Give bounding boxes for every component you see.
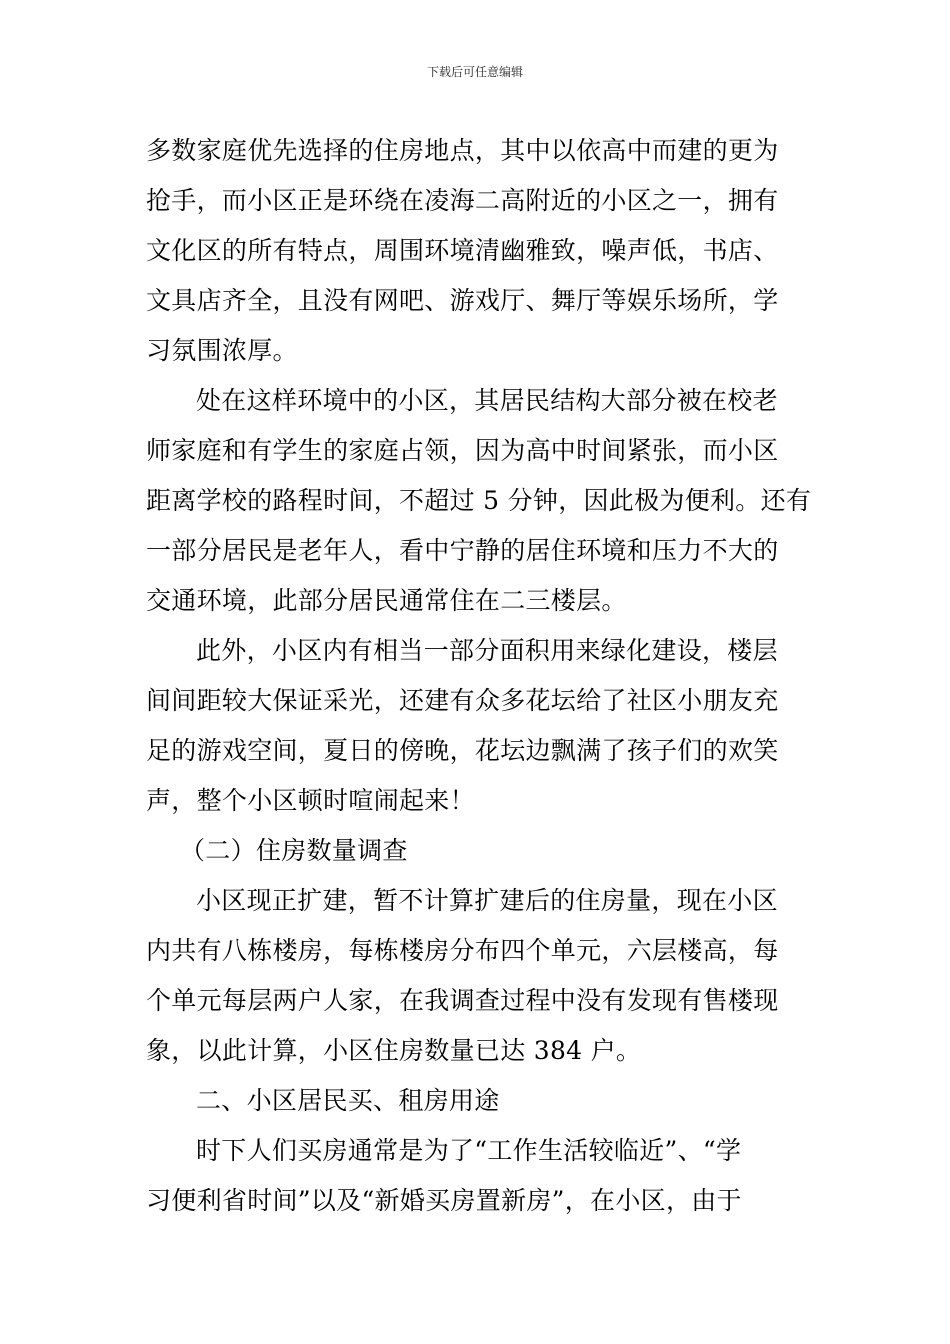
paragraph-line: 时下人们买房通常是为了“工作生活较临近”、“学 [196, 1136, 742, 1165]
paragraph-line: 多数家庭优先选择的住房地点，其中以依高中而建的更为 [146, 136, 779, 165]
paragraph-line: 处在这样环境中的小区，其居民结构大部分被在校老 [196, 386, 778, 415]
paragraph-line: 象，以此计算，小区住房数量已达 384 户。 [146, 1036, 642, 1065]
section-heading: 二、小区居民买、租房用途 [196, 1086, 500, 1115]
paragraph-line: 此外，小区内有相当一部分面积用来绿化建设，楼层 [196, 636, 778, 665]
page-header: 下载后可任意编辑 [426, 65, 523, 79]
paragraph-line: 足的游戏空间，夏日的傍晚，花坛边飘满了孩子们的欢笑 [146, 736, 779, 765]
paragraph-line: 内共有八栋楼房，每栋楼房分布四个单元，六层楼高，每 [146, 936, 779, 965]
paragraph-line: 文化区的所有特点，周围环境清幽雅致，噪声低，书店、 [146, 236, 779, 265]
paragraph-line: 一部分居民是老年人，看中宁静的居住环境和压力不大的 [146, 536, 779, 565]
paragraph-line: 师家庭和有学生的家庭占领，因为高中时间紧张，而小区 [146, 436, 779, 465]
paragraph-line: 个单元每层两户人家，在我调查过程中没有发现有售楼现 [146, 986, 779, 1015]
paragraph-line: 间间距较大保证采光，还建有众多花坛给了社区小朋友充 [146, 686, 779, 715]
section-heading: （二）住房数量调查 [180, 836, 408, 865]
paragraph-line: 小区现正扩建，暂不计算扩建后的住房量，现在小区 [196, 886, 778, 915]
paragraph-line: 交通环境，此部分居民通常住在二三楼层。 [146, 586, 627, 615]
paragraph-line: 距离学校的路程时间，不超过 5 分钟，因此极为便利。还有 [146, 486, 812, 515]
paragraph-line: 声，整个小区顿时喧闹起来！ [146, 786, 475, 815]
paragraph-line: 文具店齐全，且没有网吧、游戏厅、舞厅等娱乐场所，学 [146, 286, 779, 315]
paragraph-line: 抢手，而小区正是环绕在凌海二高附近的小区之一，拥有 [146, 186, 779, 215]
paragraph-line: 习便利省时间”以及“新婚买房置新房”，在小区，由于 [146, 1186, 742, 1215]
paragraph-line: 习氛围浓厚。 [146, 336, 298, 365]
